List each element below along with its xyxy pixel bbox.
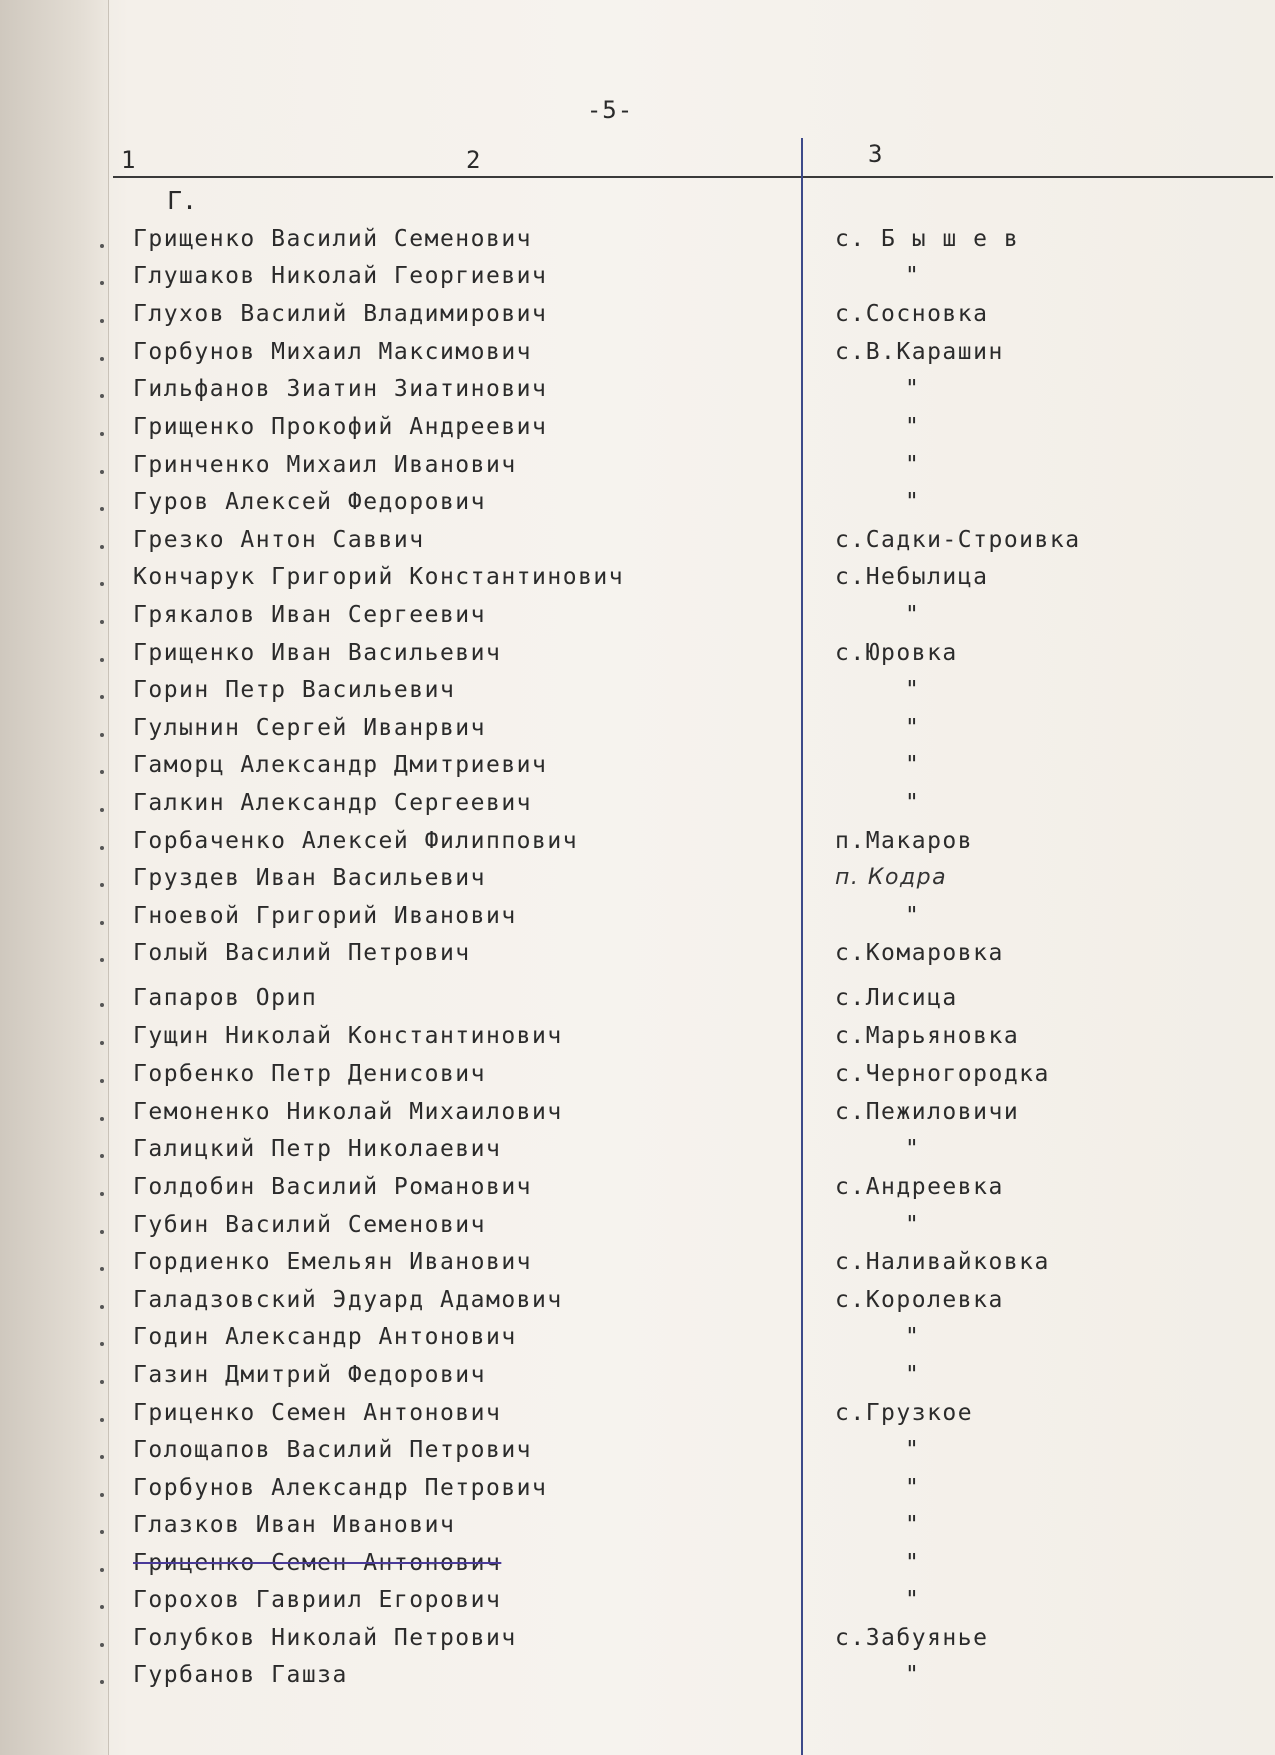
list-row [100, 752, 1240, 782]
row-bullet [100, 244, 104, 248]
list-row [100, 1512, 1240, 1542]
list-row [100, 1249, 1240, 1279]
ditto-mark: " [905, 263, 921, 289]
person-name-struck: Гриценко Семен Антонович [133, 1550, 502, 1576]
ditto-mark: " [905, 1136, 921, 1162]
section-letter: Г. [167, 186, 198, 215]
ditto-mark: " [905, 602, 921, 628]
ditto-mark: " [905, 752, 921, 778]
list-row [100, 1136, 1240, 1166]
person-name: Горбенко Петр Денисович [133, 1061, 486, 1087]
ditto-mark: " [905, 1212, 921, 1238]
person-name: Гильфанов Зиатин Зиатинович [133, 376, 548, 402]
ditto-mark: " [905, 414, 921, 440]
village-name: с.Садки-Строивка [835, 527, 1081, 553]
ditto-mark: " [905, 677, 921, 703]
list-row [100, 564, 1240, 594]
row-bullet [100, 1455, 104, 1459]
person-name: Горбунов Александр Петрович [133, 1475, 548, 1501]
ditto-mark: " [905, 1550, 921, 1576]
row-bullet [100, 1041, 104, 1045]
person-name: Голубков Николай Петрович [133, 1625, 517, 1651]
person-name: Гапаров Орип [133, 985, 318, 1011]
list-row [100, 1625, 1240, 1655]
row-bullet [100, 1605, 104, 1609]
person-name: Годин Александр Антонович [133, 1324, 517, 1350]
row-bullet [100, 620, 104, 624]
person-name: Гриценко Семен Антонович [133, 1400, 502, 1426]
village-name: с.Черногородка [835, 1061, 1050, 1087]
person-name: Голощапов Василий Петрович [133, 1437, 533, 1463]
person-name: Горохов Гавриил Егорович [133, 1587, 502, 1613]
list-row [100, 1550, 1240, 1580]
person-name: Горбунов Михаил Максимович [133, 339, 533, 365]
list-row [100, 828, 1240, 858]
row-bullet [100, 507, 104, 511]
list-row [100, 301, 1240, 331]
person-name: Грезко Антон Саввич [133, 527, 425, 553]
row-bullet [100, 1079, 104, 1083]
person-name: Голдобин Василий Романович [133, 1174, 533, 1200]
list-row [100, 1061, 1240, 1091]
list-row [100, 452, 1240, 482]
column-header-2: 2 [466, 146, 481, 174]
row-bullet [100, 1342, 104, 1346]
ditto-mark: " [905, 903, 921, 929]
ditto-mark: " [905, 452, 921, 478]
list-row [100, 1475, 1240, 1505]
row-bullet [100, 695, 104, 699]
row-bullet [100, 1493, 104, 1497]
list-row [100, 263, 1240, 293]
ditto-mark: " [905, 1362, 921, 1388]
row-bullet [100, 1418, 104, 1422]
person-name: Кончарук Григорий Константинович [133, 564, 625, 590]
row-bullet [100, 281, 104, 285]
person-name: Гаморц Александр Дмитриевич [133, 752, 548, 778]
person-name: Горбаченко Алексей Филиппович [133, 828, 579, 854]
list-row [100, 903, 1240, 933]
person-name: Гемоненко Николай Михаилович [133, 1099, 563, 1125]
list-row [100, 376, 1240, 406]
list-row [100, 1437, 1240, 1467]
list-row [100, 985, 1240, 1015]
ditto-mark: " [905, 790, 921, 816]
list-row [100, 1587, 1240, 1617]
ditto-mark: " [905, 1475, 921, 1501]
list-row [100, 1362, 1240, 1392]
row-bullet [100, 1643, 104, 1647]
row-bullet [100, 1530, 104, 1534]
list-row [100, 1099, 1240, 1129]
list-row [100, 414, 1240, 444]
person-name: Гринченко Михаил Иванович [133, 452, 517, 478]
row-bullet [100, 1680, 104, 1684]
ditto-mark: " [905, 1437, 921, 1463]
list-row [100, 1023, 1240, 1053]
ditto-mark: " [905, 1662, 921, 1688]
village-name: с.Марьяновка [835, 1023, 1020, 1049]
list-row [100, 1662, 1240, 1692]
list-row [100, 1287, 1240, 1317]
ditto-mark: " [905, 715, 921, 741]
person-name: Галадзовский Эдуард Адамович [133, 1287, 563, 1313]
person-name: Грищенко Иван Васильевич [133, 640, 502, 666]
ditto-mark: " [905, 1512, 921, 1538]
person-name: Грякалов Иван Сергеевич [133, 602, 486, 628]
column-header-1: 1 [121, 146, 136, 174]
village-name-handwritten: п. Кодра [835, 865, 948, 890]
person-name: Газин Дмитрий Федорович [133, 1362, 486, 1388]
village-name: с.Комаровка [835, 940, 1004, 966]
row-bullet [100, 1117, 104, 1121]
ditto-mark: " [905, 1587, 921, 1613]
village-name: с.Лисица [835, 985, 958, 1011]
list-row [100, 1400, 1240, 1430]
ditto-mark: " [905, 489, 921, 515]
person-name: Галкин Александр Сергеевич [133, 790, 533, 816]
row-bullet [100, 846, 104, 850]
person-name: Гноевой Григорий Иванович [133, 903, 517, 929]
list-row [100, 1212, 1240, 1242]
ditto-mark: " [905, 376, 921, 402]
person-name: Глушаков Николай Георгиевич [133, 263, 548, 289]
list-row [100, 790, 1240, 820]
page-number: -5- [586, 96, 634, 124]
village-name: с.Андреевка [835, 1174, 1004, 1200]
list-row [100, 715, 1240, 745]
person-name: Гурбанов Гашза [133, 1662, 348, 1688]
person-name: Гордиенко Емельян Иванович [133, 1249, 533, 1275]
list-row [100, 865, 1240, 895]
list-row [100, 1324, 1240, 1354]
row-bullet [100, 921, 104, 925]
row-bullet [100, 1230, 104, 1234]
person-name: Глазков Иван Иванович [133, 1512, 456, 1538]
row-bullet [100, 958, 104, 962]
village-name: с.Королевка [835, 1287, 1004, 1313]
person-name: Гуров Алексей Федорович [133, 489, 486, 515]
person-name: Галицкий Петр Николаевич [133, 1136, 502, 1162]
person-name: Гущин Николай Константинович [133, 1023, 563, 1049]
person-name: Глухов Василий Владимирович [133, 301, 548, 327]
village-name: с.Грузкое [835, 1400, 974, 1426]
row-bullet [100, 1267, 104, 1271]
row-bullet [100, 808, 104, 812]
ditto-mark: " [905, 1324, 921, 1350]
row-bullet [100, 1003, 104, 1007]
row-bullet [100, 357, 104, 361]
person-name: Губин Василий Семенович [133, 1212, 486, 1238]
list-row [100, 527, 1240, 557]
list-row [100, 1174, 1240, 1204]
village-name: п.Макаров [835, 828, 974, 854]
person-name: Гулынин Сергей Иванрвич [133, 715, 486, 741]
list-row [100, 226, 1240, 256]
list-row [100, 940, 1240, 970]
row-bullet [100, 1568, 104, 1572]
village-name: с.Пежиловичи [835, 1099, 1020, 1125]
person-name: Горин Петр Васильевич [133, 677, 456, 703]
list-row [100, 677, 1240, 707]
row-bullet [100, 1305, 104, 1309]
row-bullet [100, 470, 104, 474]
row-bullet [100, 1154, 104, 1158]
list-row [100, 640, 1240, 670]
row-bullet [100, 1380, 104, 1384]
row-bullet [100, 582, 104, 586]
row-bullet [100, 733, 104, 737]
row-bullet [100, 1192, 104, 1196]
column-header-3: 3 [868, 140, 883, 168]
village-name: с.Небылица [835, 564, 989, 590]
row-bullet [100, 883, 104, 887]
list-row [100, 339, 1240, 369]
village-name: с.В.Карашин [835, 339, 1004, 365]
row-bullet [100, 394, 104, 398]
person-name: Груздев Иван Васильевич [133, 865, 486, 891]
row-bullet [100, 319, 104, 323]
village-name: с.Забуянье [835, 1625, 989, 1651]
list-row [100, 489, 1240, 519]
row-bullet [100, 432, 104, 436]
village-name: с.Юровка [835, 640, 958, 666]
row-bullet [100, 658, 104, 662]
person-name: Грищенко Прокофий Андреевич [133, 414, 548, 440]
village-name: с. Б ы ш е в [835, 226, 1020, 252]
list-row [100, 602, 1240, 632]
row-bullet [100, 770, 104, 774]
village-name: с.Наливайковка [835, 1249, 1050, 1275]
village-name: с.Сосновка [835, 301, 989, 327]
person-name: Голый Василий Петрович [133, 940, 471, 966]
row-bullet [100, 545, 104, 549]
person-name: Грищенко Василий Семенович [133, 226, 533, 252]
